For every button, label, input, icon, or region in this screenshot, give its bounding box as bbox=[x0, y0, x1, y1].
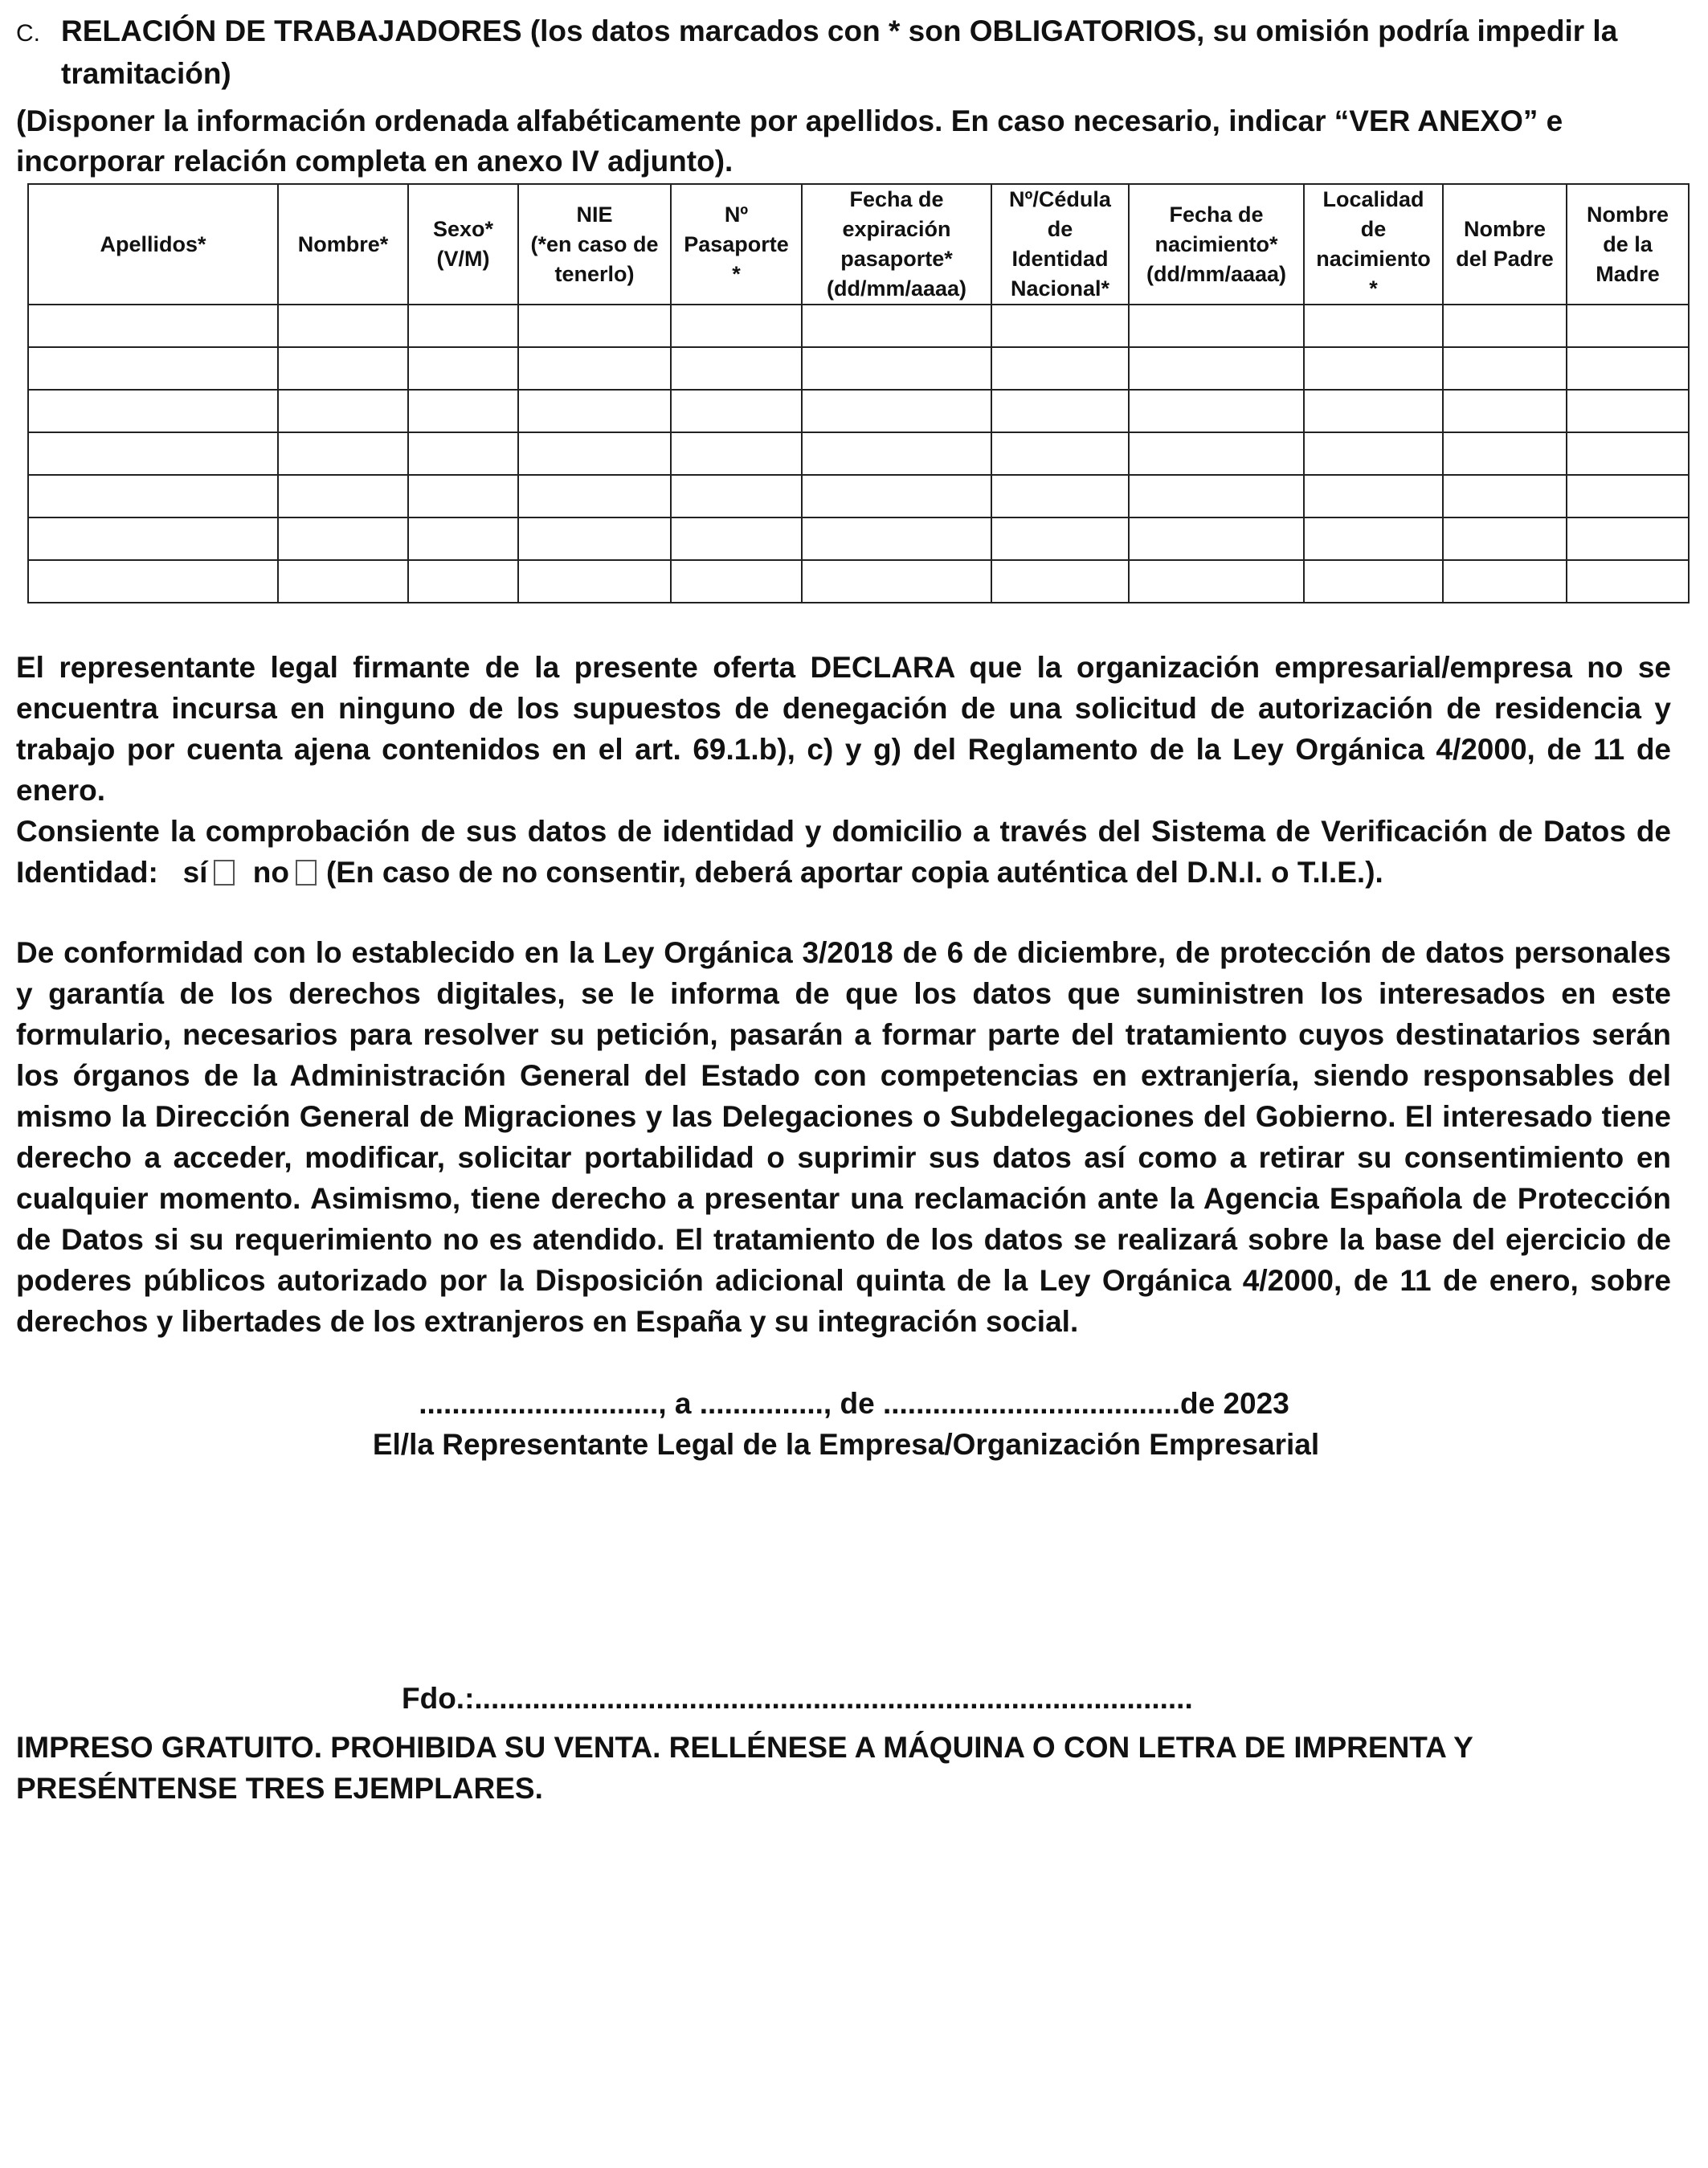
table-cell[interactable] bbox=[278, 517, 408, 560]
table-cell[interactable] bbox=[28, 517, 278, 560]
table-cell[interactable] bbox=[671, 517, 802, 560]
instructions-text: (Disponer la información ordenada alfabéticamente por apellidos. En caso necesario, indicar “VER ANEXO” e incorporar relación completa en anexo IV adjunto). bbox=[16, 104, 1563, 178]
table-cell[interactable] bbox=[1129, 517, 1304, 560]
table-row bbox=[28, 347, 1689, 390]
header-apellidos: Apellidos* bbox=[28, 184, 278, 305]
table-cell[interactable] bbox=[28, 560, 278, 603]
privacy-paragraph: De conformidad con lo establecido en la Ley Orgánica 3/2018 de 6 de diciembre, de protección de datos personales y garantía de los derechos digitales, se le informa de que los datos que suministren los interesados en este formulario, necesarios para resolver su petición, pasarán a formar parte del tratamiento cuyos destinatarios serán los órganos de la Administración General del Estado con competencias en extranjería, siendo responsables del mismo la Dirección General de Migraciones y las Delegaciones o Subdelegaciones del Gobierno. El interesado tiene derecho a acceder, modificar, solicitar portabilidad o suprimir sus datos así como a retirar su consentimiento en cualquier momento. Asimismo, tiene derecho a presentar una reclamación ante la Agencia Española de Protección de Datos si su requerimiento no es atendido. El tratamiento de los datos se realizará sobre la base del ejercicio de poderes públicos autorizado por la Disposición adicional quinta de la Ley Orgánica 4/2000, de 11 de enero, sobre derechos y libertades de los extranjeros en España y su integración social. bbox=[16, 936, 1671, 1338]
table-cell[interactable] bbox=[278, 305, 408, 347]
consent-yes-label: sí bbox=[182, 856, 208, 889]
table-cell[interactable] bbox=[991, 305, 1129, 347]
table-cell[interactable] bbox=[802, 517, 991, 560]
table-cell[interactable] bbox=[671, 347, 802, 390]
header-cedula: Nº/Cédula de Identidad Nacional* bbox=[991, 184, 1129, 305]
signer-role: El/la Representante Legal de la Empresa/Organización Empresarial bbox=[372, 1428, 1320, 1461]
table-cell[interactable] bbox=[28, 390, 278, 432]
table-cell[interactable] bbox=[408, 560, 518, 603]
table-cell[interactable] bbox=[1567, 517, 1689, 560]
table-row bbox=[28, 517, 1689, 560]
header-nie: NIE (*en caso de tenerlo) bbox=[518, 184, 671, 305]
table-cell[interactable] bbox=[1304, 432, 1443, 475]
table-cell[interactable] bbox=[1304, 560, 1443, 603]
table-cell[interactable] bbox=[991, 347, 1129, 390]
table-cell[interactable] bbox=[802, 347, 991, 390]
table-cell[interactable] bbox=[28, 475, 278, 517]
table-header-row bbox=[28, 184, 1689, 305]
table-cell[interactable] bbox=[278, 560, 408, 603]
header-fecha-nacimiento: Fecha de nacimiento* (dd/mm/aaaa) bbox=[1129, 184, 1304, 305]
declaration-paragraph: El representante legal firmante de la presente oferta DECLARA que la organización empresarial/empresa no se encuentra incursa en ninguno de los supuestos de denegación de una solicitud de autorización de residencia y trabajo por cuenta ajena contenidos en el art. 69.1.b), c) y g) del Reglamento de la Ley Orgánica 4/2000, de 11 de enero. bbox=[16, 651, 1671, 807]
table-cell[interactable] bbox=[408, 517, 518, 560]
table-row bbox=[28, 475, 1689, 517]
section-letter: C. bbox=[16, 20, 40, 47]
table-body bbox=[28, 305, 1689, 603]
table-cell[interactable] bbox=[671, 305, 802, 347]
table-cell[interactable] bbox=[518, 390, 671, 432]
header-fecha-expiracion: Fecha de expiración pasaporte* (dd/mm/aaaa) bbox=[802, 184, 991, 305]
table-cell[interactable] bbox=[802, 432, 991, 475]
table-row bbox=[28, 432, 1689, 475]
table-cell[interactable] bbox=[991, 432, 1129, 475]
section-header bbox=[16, 11, 1671, 94]
consent-text: Consiente la comprobación de sus datos de identidad y domicilio a través del Sistema de Verificación de Datos de Identidad: bbox=[16, 815, 1671, 889]
consent-yes-checkbox[interactable] bbox=[214, 860, 235, 886]
table-cell[interactable] bbox=[1443, 390, 1567, 432]
workers-table bbox=[27, 183, 1690, 603]
table-cell[interactable] bbox=[802, 305, 991, 347]
table-cell[interactable] bbox=[28, 305, 278, 347]
table-row bbox=[28, 305, 1689, 347]
table-cell[interactable] bbox=[408, 305, 518, 347]
table-cell[interactable] bbox=[1129, 305, 1304, 347]
table-cell[interactable] bbox=[1129, 432, 1304, 475]
table-cell[interactable] bbox=[991, 517, 1129, 560]
table-cell[interactable] bbox=[1443, 517, 1567, 560]
table-cell[interactable] bbox=[408, 475, 518, 517]
table-cell[interactable] bbox=[1304, 517, 1443, 560]
table-cell[interactable] bbox=[1304, 475, 1443, 517]
table-cell[interactable] bbox=[991, 390, 1129, 432]
table-cell[interactable] bbox=[518, 560, 671, 603]
section-title-continuation: tramitación) bbox=[61, 57, 231, 90]
table-row bbox=[28, 560, 1689, 603]
table-cell[interactable] bbox=[28, 432, 278, 475]
table-cell[interactable] bbox=[518, 305, 671, 347]
table-cell[interactable] bbox=[1304, 305, 1443, 347]
table-cell[interactable] bbox=[671, 475, 802, 517]
header-sexo: Sexo* (V/M) bbox=[408, 184, 518, 305]
table-cell[interactable] bbox=[1129, 390, 1304, 432]
consent-note: (En caso de no consentir, deberá aportar copia auténtica del D.N.I. o T.I.E.). bbox=[325, 856, 1383, 889]
table-cell[interactable] bbox=[991, 560, 1129, 603]
table-cell[interactable] bbox=[278, 475, 408, 517]
table-cell[interactable] bbox=[518, 432, 671, 475]
table-cell[interactable] bbox=[802, 560, 991, 603]
table-cell[interactable] bbox=[991, 475, 1129, 517]
table-cell[interactable] bbox=[278, 390, 408, 432]
table-cell[interactable] bbox=[1443, 305, 1567, 347]
signature-line[interactable]: Fdo.:....................................................................................... bbox=[402, 1682, 1193, 1715]
section-title: RELACIÓN DE TRABAJADORES (los datos marcados con * son OBLIGATORIOS, su omisión podría impedir la bbox=[61, 14, 1618, 47]
table-cell[interactable] bbox=[1443, 432, 1567, 475]
table-cell[interactable] bbox=[1567, 560, 1689, 603]
table-cell[interactable] bbox=[1443, 475, 1567, 517]
table-cell[interactable] bbox=[802, 390, 991, 432]
header-localidad: Localidad de nacimiento * bbox=[1304, 184, 1443, 305]
table-cell[interactable] bbox=[518, 475, 671, 517]
table-cell[interactable] bbox=[1129, 347, 1304, 390]
table-cell[interactable] bbox=[1567, 475, 1689, 517]
table-cell[interactable] bbox=[1129, 560, 1304, 603]
consent-no-label: no bbox=[252, 856, 289, 889]
table-cell[interactable] bbox=[671, 390, 802, 432]
table-row bbox=[28, 390, 1689, 432]
table-cell[interactable] bbox=[1304, 390, 1443, 432]
table-cell[interactable] bbox=[802, 475, 991, 517]
table-cell[interactable] bbox=[1567, 305, 1689, 347]
table-cell[interactable] bbox=[1443, 347, 1567, 390]
header-nombre-padre: Nombre del Padre bbox=[1443, 184, 1567, 305]
table-cell[interactable] bbox=[278, 432, 408, 475]
table-cell[interactable] bbox=[671, 432, 802, 475]
header-nombre-madre: Nombre de la Madre bbox=[1567, 184, 1689, 305]
table-cell[interactable] bbox=[1567, 347, 1689, 390]
footer-note: IMPRESO GRATUITO. PROHIBIDA SU VENTA. RELLÉNESE A MÁQUINA O CON LETRA DE IMPRENTA Y PRESÉNTENSE TRES EJEMPLARES. bbox=[16, 1731, 1473, 1805]
table-cell[interactable] bbox=[518, 347, 671, 390]
table-cell[interactable] bbox=[1304, 347, 1443, 390]
table-cell[interactable] bbox=[278, 347, 408, 390]
table-cell[interactable] bbox=[1443, 560, 1567, 603]
table-cell[interactable] bbox=[1129, 475, 1304, 517]
header-pasaporte: Nº Pasaporte * bbox=[671, 184, 802, 305]
place-date-line[interactable]: ............................., a ..............., de ....................................de 2023 bbox=[419, 1387, 1289, 1420]
header-nombre: Nombre* bbox=[278, 184, 408, 305]
table-cell[interactable] bbox=[408, 390, 518, 432]
consent-no-checkbox[interactable] bbox=[296, 860, 317, 886]
table-cell[interactable] bbox=[408, 432, 518, 475]
table-cell[interactable] bbox=[28, 347, 278, 390]
table-cell[interactable] bbox=[1567, 390, 1689, 432]
consent-paragraph bbox=[16, 811, 1671, 893]
table-cell[interactable] bbox=[1567, 432, 1689, 475]
table-cell[interactable] bbox=[518, 517, 671, 560]
table-cell[interactable] bbox=[671, 560, 802, 603]
table-cell[interactable] bbox=[408, 347, 518, 390]
